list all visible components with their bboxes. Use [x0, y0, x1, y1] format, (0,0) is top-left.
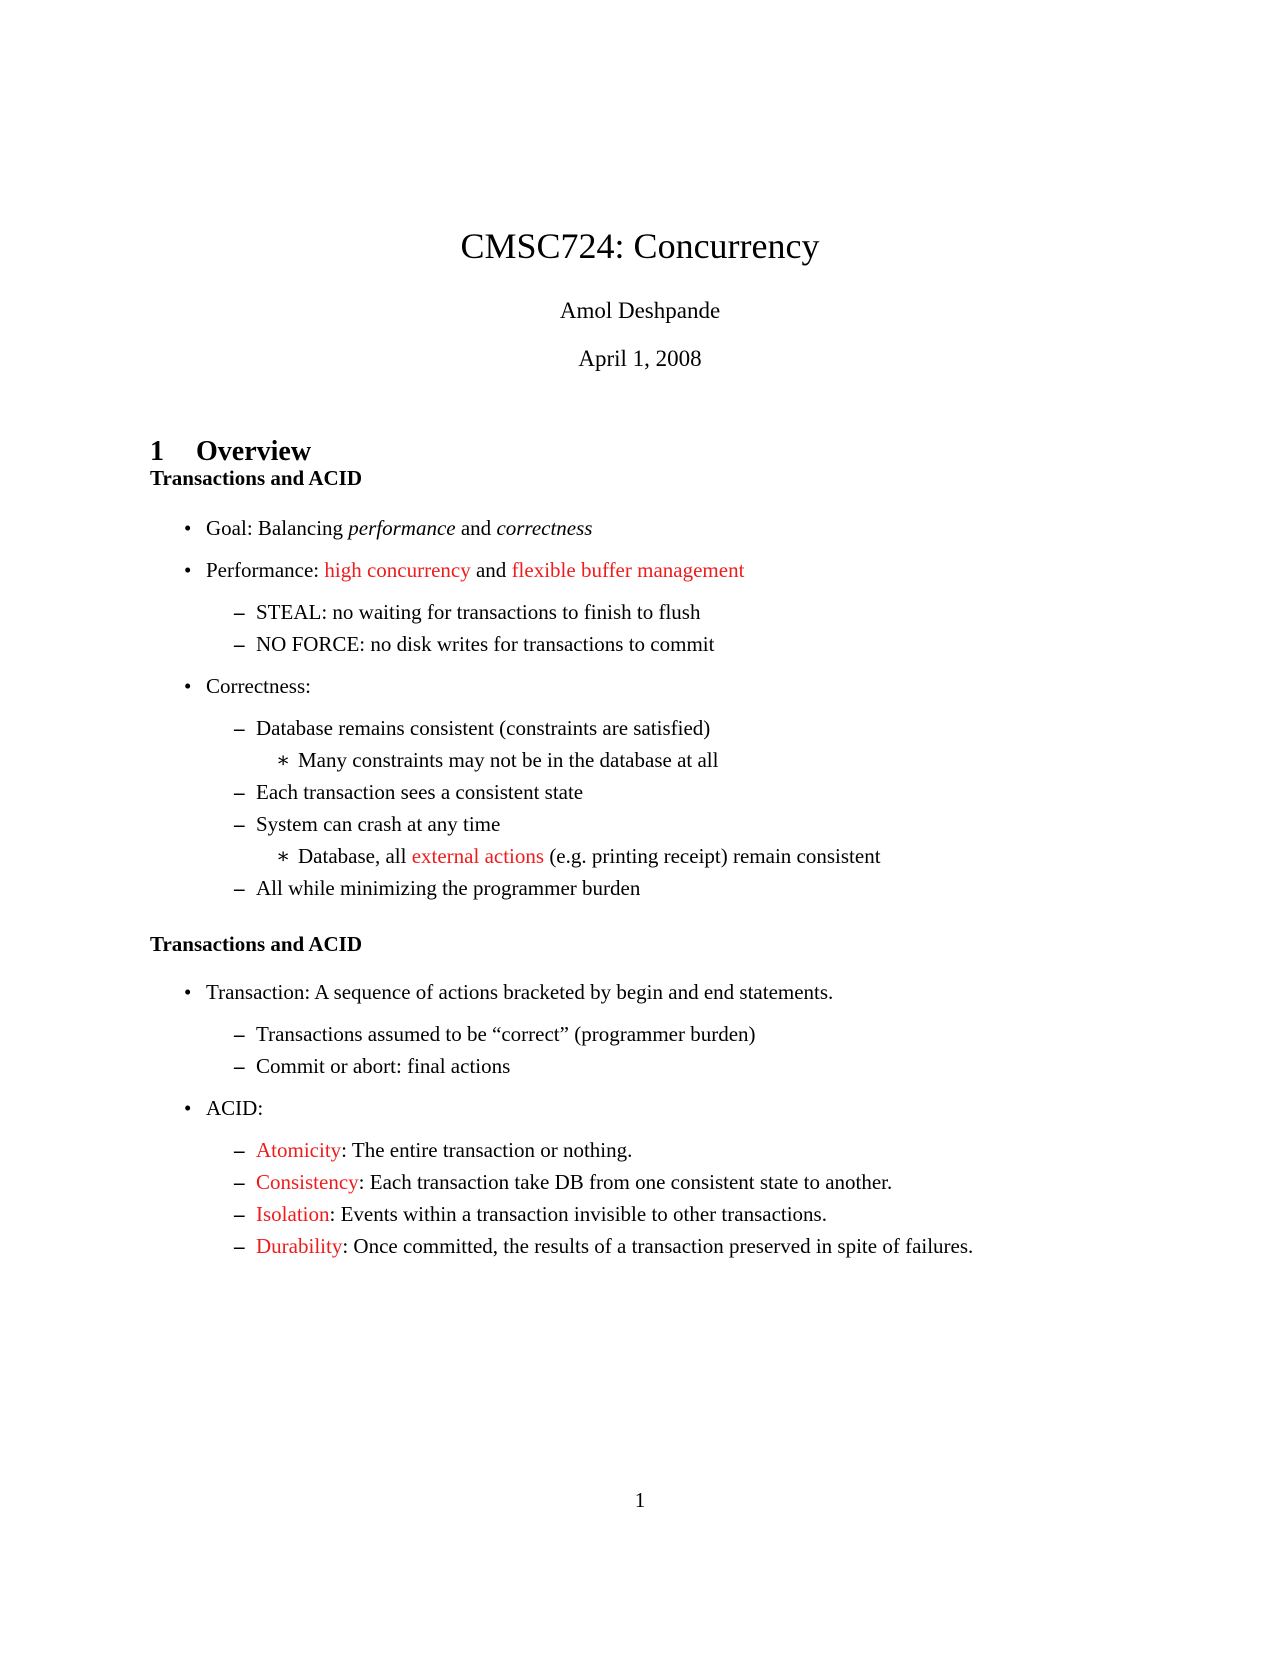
page-number: 1	[634, 1488, 646, 1512]
dash-marker: –	[234, 600, 245, 624]
performance-mid: and	[470, 558, 512, 582]
dash-marker: –	[234, 1234, 245, 1258]
performance-prefix: Performance:	[206, 558, 325, 582]
paragraph-heading-1: Transactions and ACID	[150, 466, 362, 490]
list-item-assumed-correct: Transactions assumed to be “correct” (programmer burden)	[256, 1022, 756, 1046]
desc-consistency: : Each transaction take DB from one consistent state to another.	[358, 1170, 893, 1194]
goal-emphasis-performance: performance	[348, 516, 456, 540]
star-marker: ∗	[276, 748, 291, 772]
list-item-correctness: Correctness:	[206, 674, 311, 698]
list-item-external-actions	[298, 842, 881, 870]
term-atomicity: Atomicity	[256, 1138, 342, 1162]
list-item-performance	[206, 556, 744, 584]
external-suffix: (e.g. printing receipt) remain consistent	[544, 844, 881, 868]
list-item-each-transaction: Each transaction sees a consistent state	[256, 780, 584, 804]
term-consistency: Consistency	[256, 1170, 359, 1194]
section-title: Overview	[196, 436, 312, 467]
dash-marker: –	[234, 1170, 245, 1194]
dash-marker: –	[234, 1054, 245, 1078]
dash-marker: –	[234, 632, 245, 656]
document-date: April 1, 2008	[578, 346, 702, 371]
section-number: 1	[150, 436, 164, 467]
highlight-flexible-buffer: flexible buffer management	[511, 558, 745, 582]
document-title: CMSC724: Concurrency	[460, 226, 820, 266]
external-prefix: Database, all	[298, 844, 412, 868]
dash-marker: –	[234, 1202, 245, 1226]
star-marker: ∗	[276, 844, 291, 868]
list-item-noforce: NO FORCE: no disk writes for transactions to commit	[256, 632, 715, 656]
desc-atomicity: : The entire transaction or nothing.	[341, 1138, 633, 1162]
document-author: Amol Deshpande	[559, 298, 721, 323]
list-item-db-consistent: Database remains consistent (constraints are satisfied)	[256, 716, 711, 740]
list-item-transaction: Transaction: A sequence of actions bracketed by begin and end statements.	[206, 980, 834, 1004]
list-item-many-constraints: Many constraints may not be in the database at all	[298, 748, 719, 772]
list-item-atomicity	[256, 1136, 632, 1164]
dash-marker: –	[234, 876, 245, 900]
bullet-marker: •	[184, 558, 192, 582]
bullet-marker: •	[184, 516, 192, 540]
goal-mid: and	[455, 516, 497, 540]
paragraph-heading-2: Transactions and ACID	[150, 932, 362, 956]
list-item-durability	[256, 1232, 973, 1260]
dash-marker: –	[234, 716, 245, 740]
bullet-marker: •	[184, 980, 192, 1004]
highlight-external-actions: external actions	[411, 844, 545, 868]
highlight-high-concurrency: high concurrency	[324, 558, 471, 582]
list-item-minimizing: All while minimizing the programmer burden	[256, 876, 641, 900]
list-item-isolation	[256, 1200, 827, 1228]
bullet-marker: •	[184, 1096, 192, 1120]
term-durability: Durability	[256, 1234, 343, 1258]
dash-marker: –	[234, 812, 245, 836]
list-item-crash: System can crash at any time	[256, 812, 501, 836]
list-item-commit-abort: Commit or abort: final actions	[256, 1054, 511, 1078]
desc-isolation: : Events within a transaction invisible to other transactions.	[329, 1202, 827, 1226]
goal-emphasis-correctness: correctness	[496, 516, 593, 540]
dash-marker: –	[234, 1022, 245, 1046]
dash-marker: –	[234, 780, 245, 804]
list-item-steal: STEAL: no waiting for transactions to finish to flush	[256, 600, 701, 624]
list-item-goal	[206, 514, 592, 542]
term-isolation: Isolation	[256, 1202, 330, 1226]
bullet-marker: •	[184, 674, 192, 698]
goal-prefix: Goal: Balancing	[206, 516, 349, 540]
desc-durability: : Once committed, the results of a transaction preserved in spite of failures.	[342, 1234, 974, 1258]
list-item-consistency	[256, 1168, 892, 1196]
dash-marker: –	[234, 1138, 245, 1162]
list-item-acid: ACID:	[206, 1096, 264, 1120]
